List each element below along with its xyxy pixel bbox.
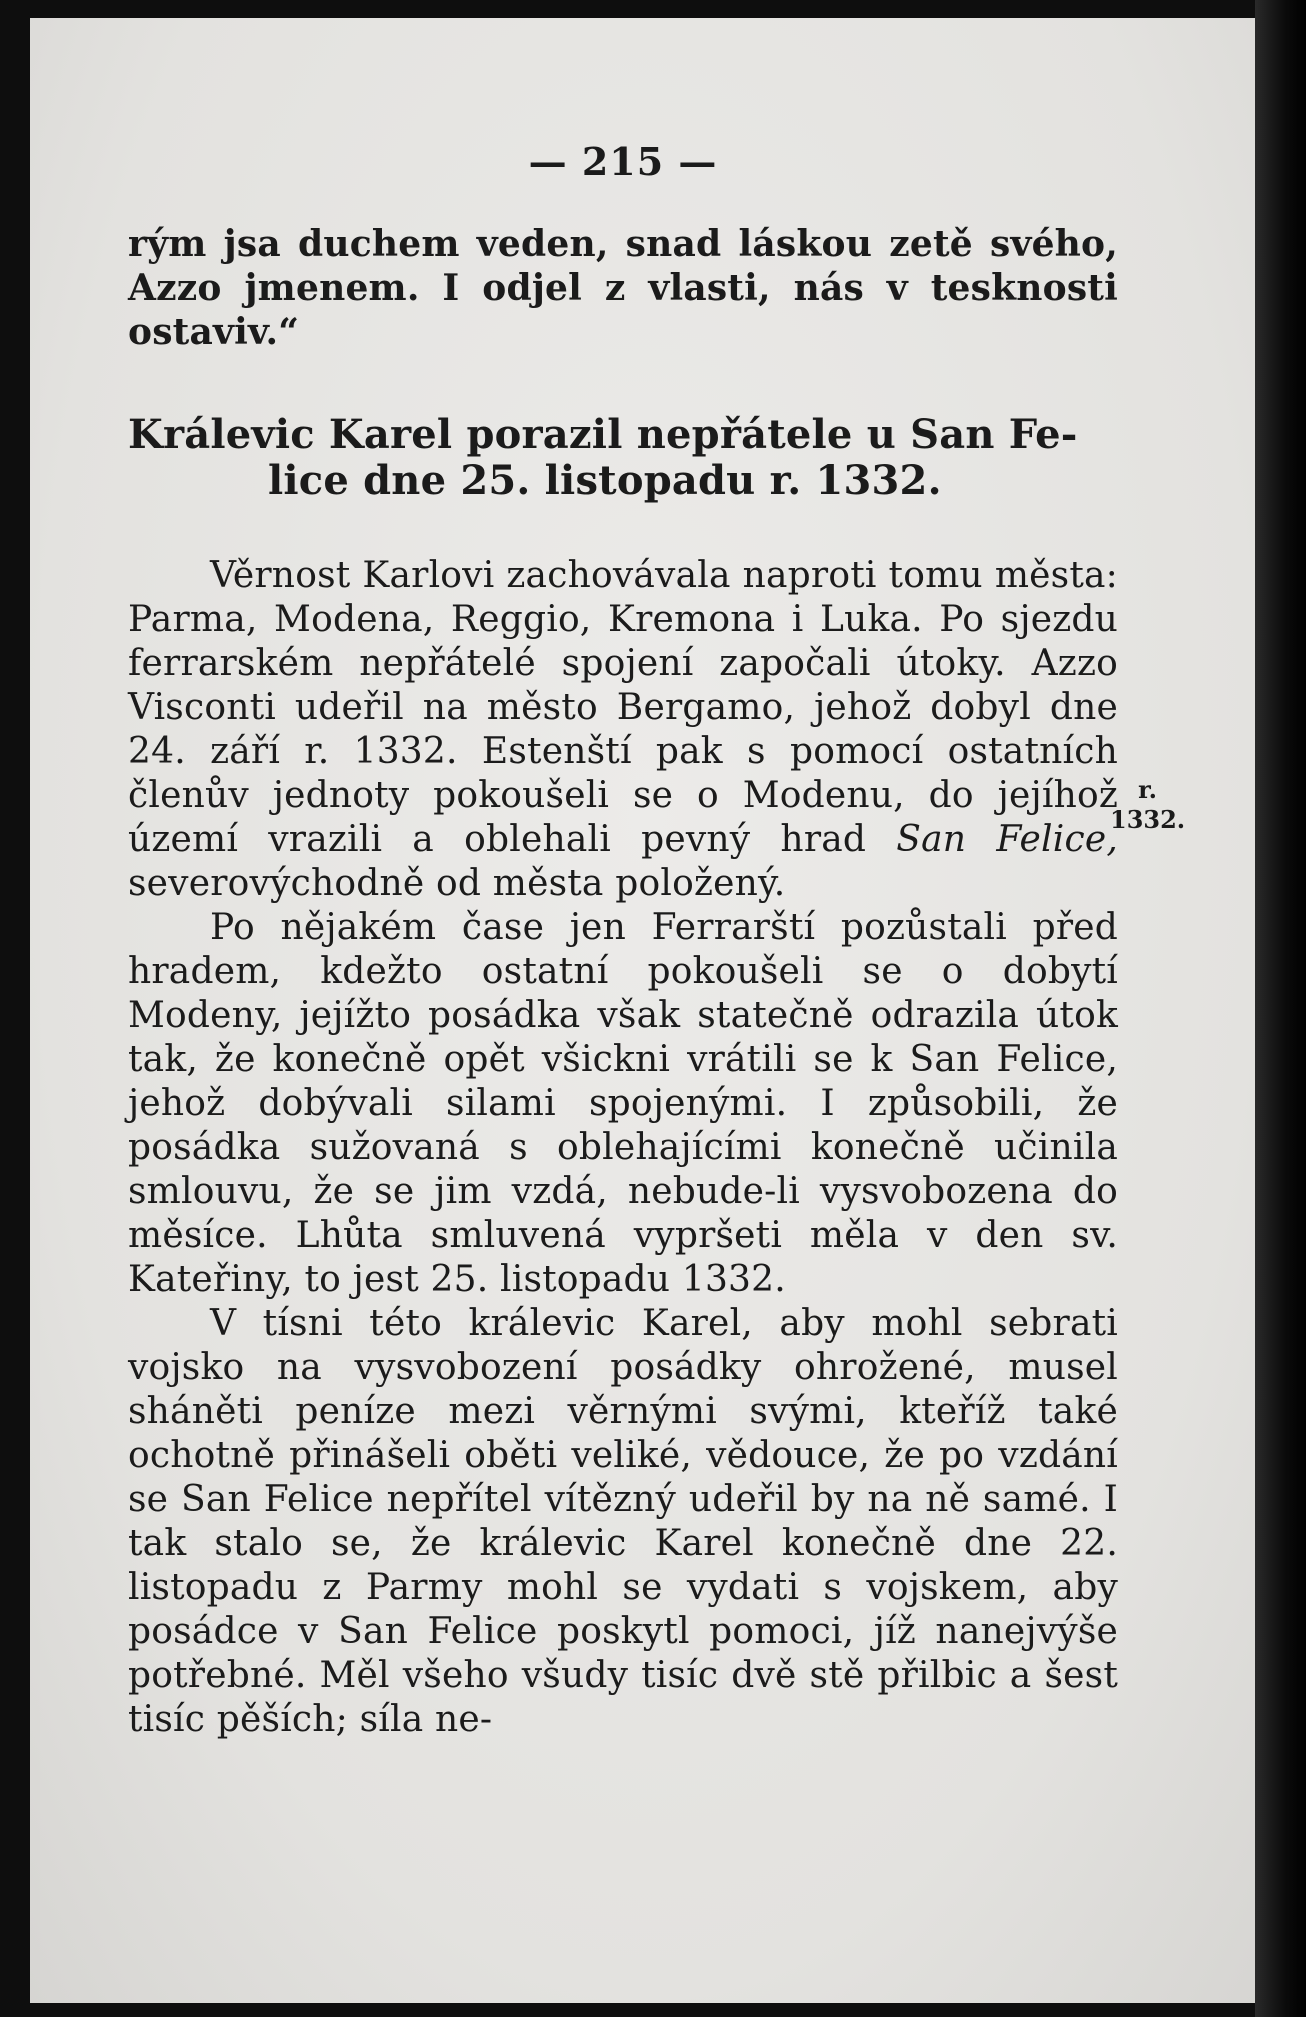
margin-note-year xyxy=(1110,775,1185,835)
paragraph-1-text: Věrnost Karlovi zachovávala naproti tomu města: Parma, Modena, Reggio, Kremona i Luka. Po sjezdu ferrarském nepřátelé spojení započali útoky. Azzo Visconti udeřil na město Bergamo, jehož dobyl dne 24. září r. 1332. Estenští pak s pomocí ostatních členův jednoty pokoušeli se o Modenu, do jejíhož území vrazili a oblehali pevný hrad xyxy=(128,555,1118,860)
margin-note-line-1: r. xyxy=(1138,775,1157,804)
margin-note-line-2: 1332. xyxy=(1110,805,1186,834)
paragraph-3: V tísni této králevic Karel, aby mohl sebrati vojsko na vysvobození posádky ohrožené, musel sháněti peníze mezi věrnými svými, kteříž také ochotně přinášeli oběti veliké, vědouce, že po vzdání se San Felice nepřítel vítězný udeřil by na ně samé. I tak stalo se, že králevic Karel konečně dne 22. listopadu z Parmy mohl se vydati s vojskem, aby posádce v San Felice poskytl pomoci, jíž nanejvýše potřebné. Měl všeho všudy tisíc dvě stě přilbic a šest tisíc pěších; síla ne- xyxy=(128,1303,1118,1740)
heading-line-2: lice dne 25. listopadu r. 1332. xyxy=(268,457,942,504)
heading-line-1: Králevic Karel porazil nepřátele u San Fe- xyxy=(128,411,1078,458)
paragraph-1 xyxy=(128,554,1118,906)
section-heading xyxy=(128,412,1118,504)
paragraph-1-text-end: severovýchodně od města položený. xyxy=(128,863,786,904)
page-text xyxy=(128,140,1118,1742)
paragraph-2: Po nějakém čase jen Ferrarští pozůstali před hradem, kdežto ostatní pokoušeli se o dobytí Modeny, jejížto posádka však statečně odrazila útok tak, že konečně opět všickni vrátili se k San Felice, jehož dobývali silami spojenými. I způsobili, že posádka sužovaná s oblehajícími konečně učinila smlouvu, že se jim vzdá, nebude-li vysvobozena do měsíce. Lhůta smluvená vypršeti měla v den sv. Kateřiny, to jest 25. listopadu 1332. xyxy=(128,907,1118,1300)
place-name-italic: San Felice, xyxy=(896,819,1118,860)
opening-paragraph: rým jsa duchem veden, snad láskou zetě svého, Azzo jmenem. I odjel z vlasti, nás v tesknosti ostaviv.“ xyxy=(128,223,1118,353)
book-spine xyxy=(1255,0,1306,2017)
page-number: — 215 — xyxy=(528,139,718,184)
